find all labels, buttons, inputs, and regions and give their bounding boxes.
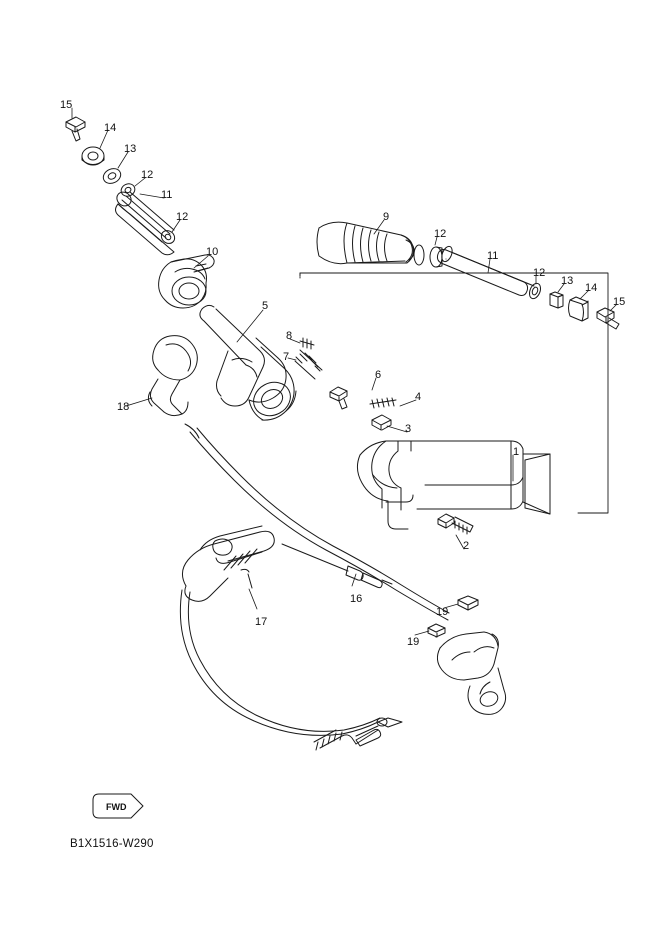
part-3-bolt [372,415,391,430]
callout-1: 1 [513,446,520,458]
part-8-pin [300,338,314,349]
leader-lines [72,108,616,635]
callout-12-right-b: 12 [533,267,546,279]
callout-9: 9 [383,211,390,223]
callout-12-right-a: 12 [434,228,447,240]
part-5-master-cylinder [200,305,296,422]
callout-19-a: 19 [436,606,449,618]
part-2-bolt [438,514,473,534]
callout-10: 10 [206,246,219,258]
right-master-cylinder-assembly [437,632,505,714]
callout-19-b: 19 [407,636,420,648]
callout-15-left: 15 [60,99,73,111]
callout-3: 3 [405,423,412,435]
part-4-spring [370,398,396,408]
callout-15-right: 15 [613,296,626,308]
callout-17: 17 [255,616,268,628]
callout-5: 5 [262,300,269,312]
fwd-direction-label: FWD [106,802,127,812]
part-16-cable-adjuster [282,544,392,588]
callout-16: 16 [350,593,363,605]
part-14-left-collar [82,147,104,165]
part-17-brake-lever [182,526,274,601]
callout-4: 4 [415,391,422,403]
part-10-left-switch-housing [159,255,215,308]
part-14-right-collar [569,297,589,321]
grip-assembly-bracket [300,273,608,513]
part-11-right-grip-tube [437,245,534,296]
callout-13-left: 13 [124,143,137,155]
callout-13-right: 13 [561,275,574,287]
part-19-clamp-a [458,596,478,610]
callout-14-right: 14 [585,282,598,294]
callout-8: 8 [286,330,293,342]
part-12-left-ring-b [159,228,177,246]
part-18-clutch-lever-bracket [148,336,199,438]
part-9-throttle-grip [317,222,424,265]
callout-12-left-a: 12 [141,169,154,181]
callout-11-right: 11 [487,250,499,262]
part-1-handlebar [357,441,550,529]
callout-18: 18 [117,401,130,413]
part-7-spring [295,350,322,379]
part-13-left-washer [101,166,123,186]
callout-12-left-b: 12 [176,211,189,223]
callout-14-left: 14 [104,122,117,134]
diagram-part-code: B1X1516-W290 [70,838,154,850]
callout-6: 6 [375,369,382,381]
part-19-clamp-b [428,624,445,637]
callout-7: 7 [283,351,290,363]
throttle-cables [180,428,449,750]
callout-11-left: 11 [161,189,173,201]
part-13-right-washer [550,292,563,308]
part-15-left-bolt [66,117,85,141]
part-6-bolt [330,387,347,409]
callout-2: 2 [463,540,470,552]
